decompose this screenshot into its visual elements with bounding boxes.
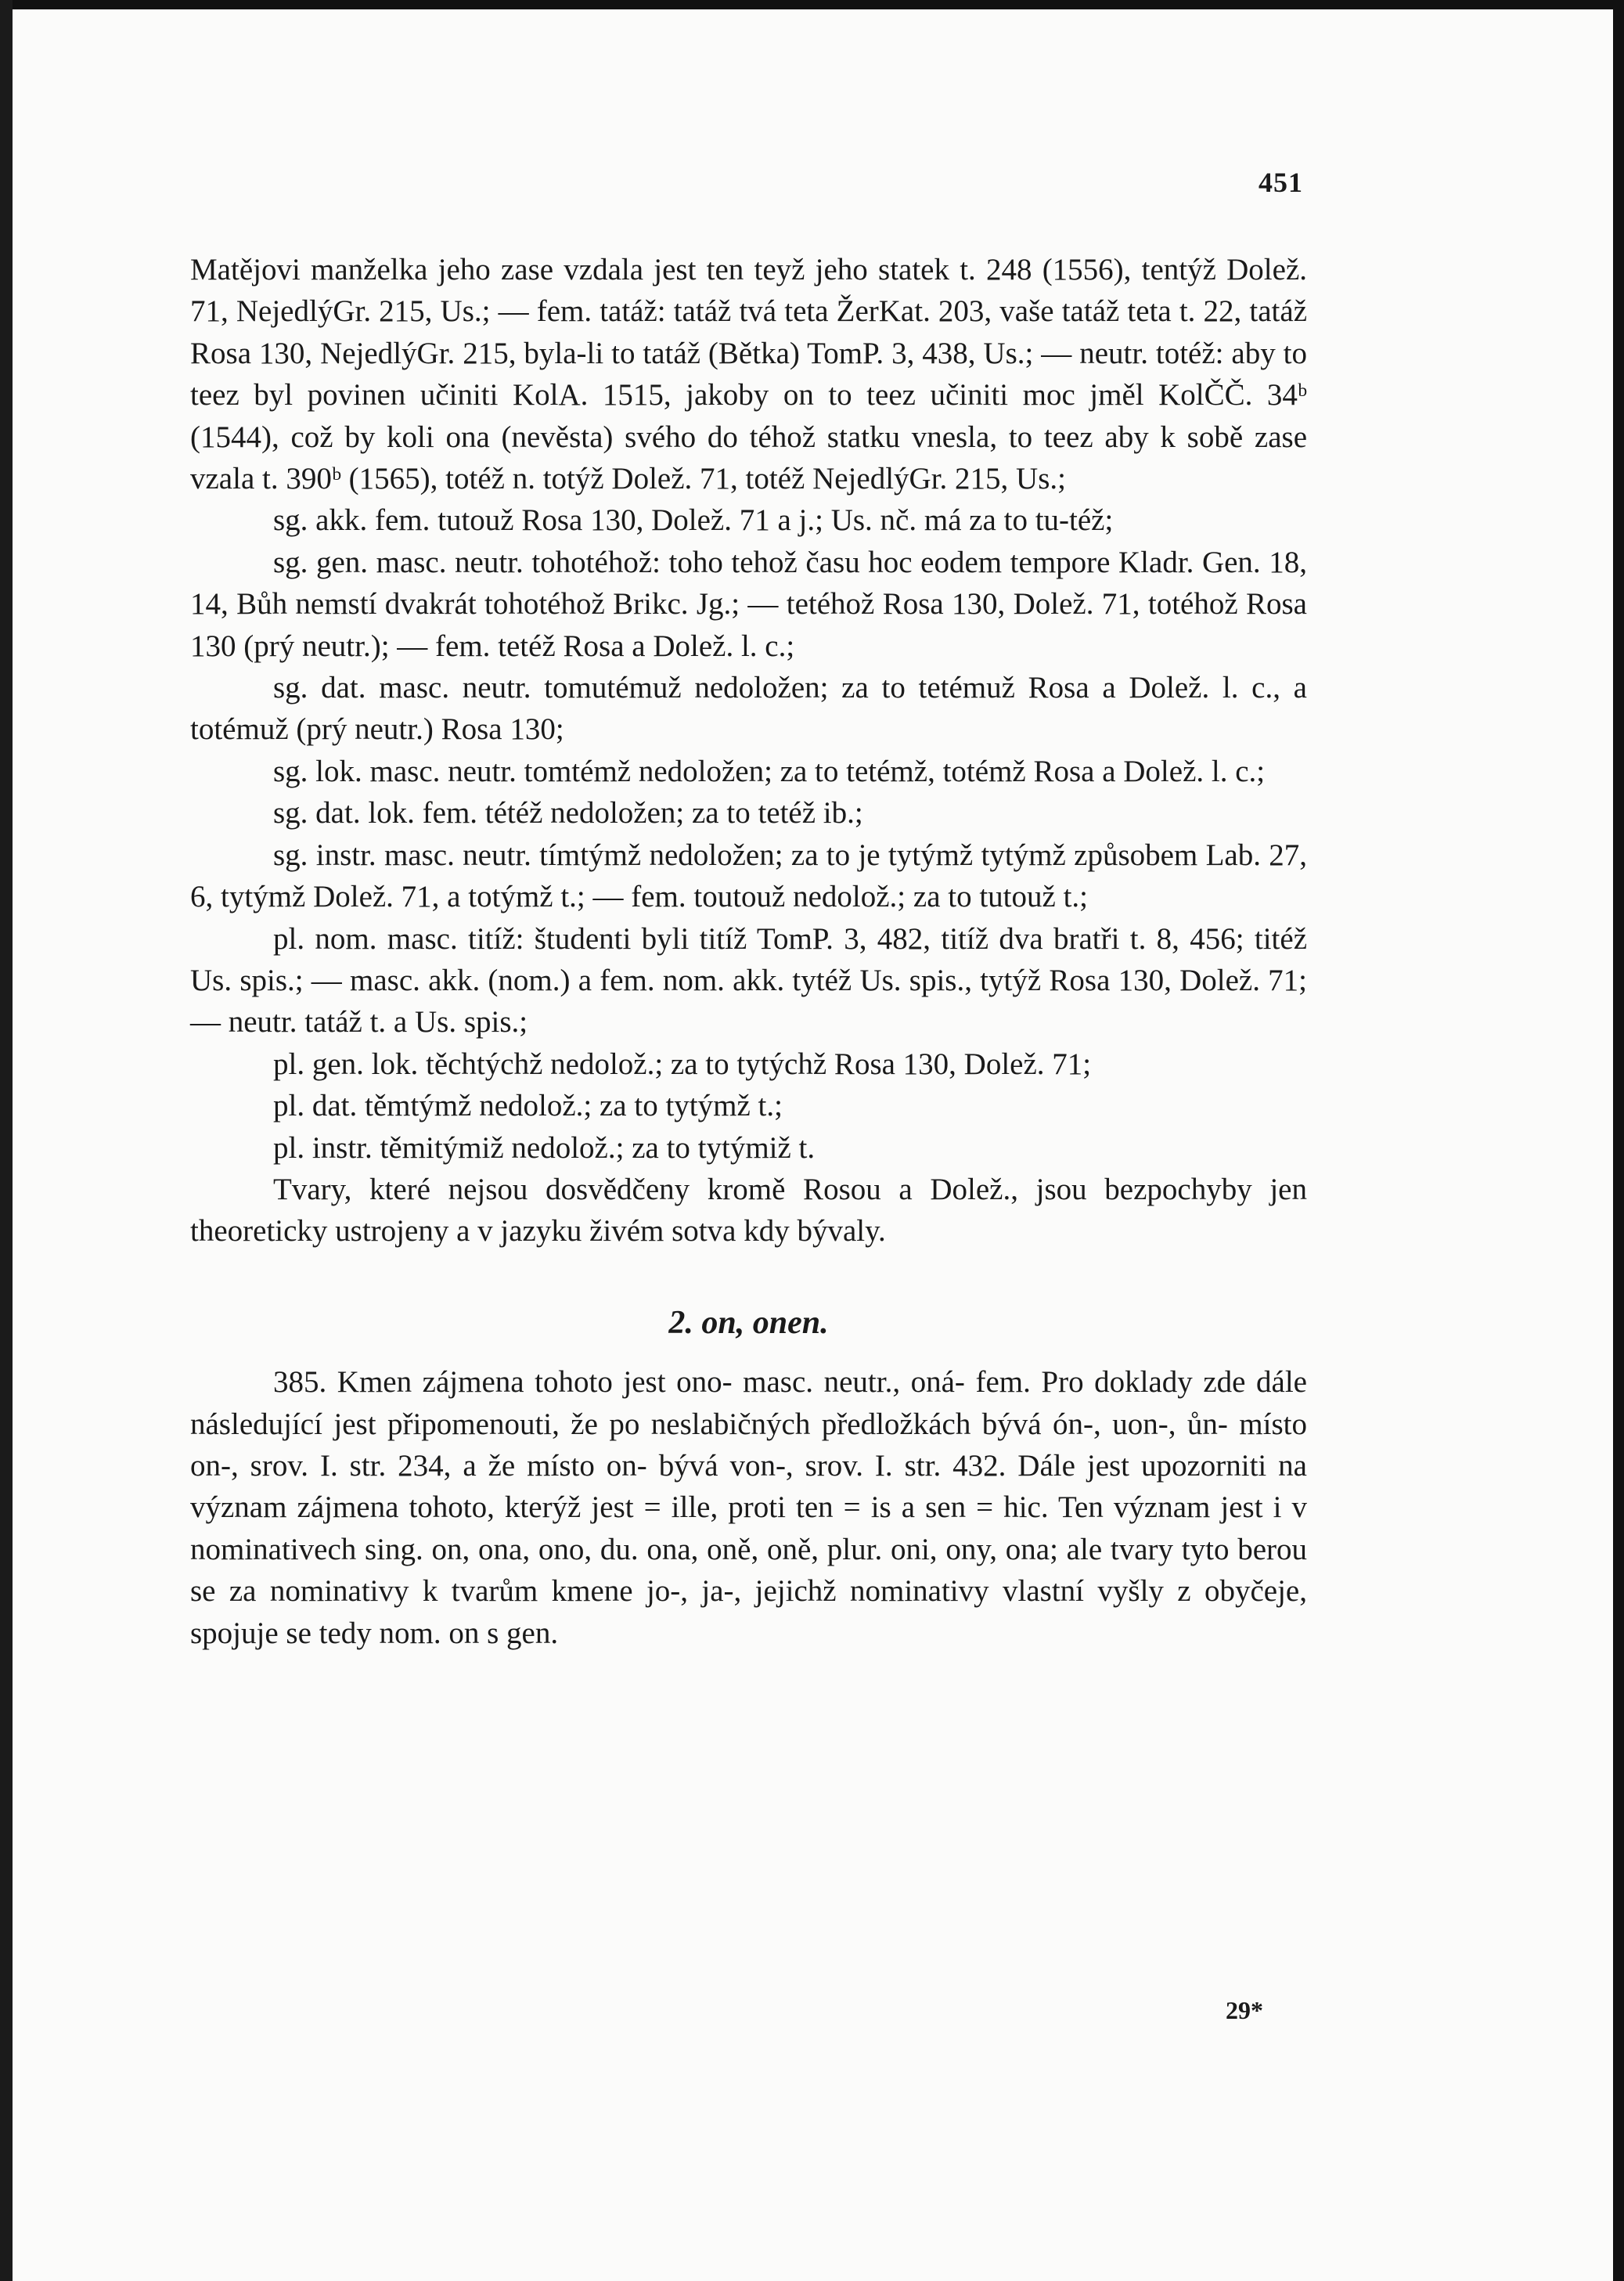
- signature-mark: 29*: [1226, 1996, 1263, 2024]
- body-text: [190, 249, 1307, 1654]
- paragraph: sg. dat. lok. fem. tétéž nedoložen; za to tetéž ib.;: [273, 796, 863, 831]
- page-number: 451: [1259, 167, 1303, 198]
- scan-border-top: [0, 0, 1624, 9]
- paragraph: pl. gen. lok. těchtýchž nedolož.; za to tytýchž Rosa 130, Dolež. 71;: [273, 1047, 1092, 1081]
- paragraph: Matějovi manželka jeho zase vzdala jest ten teyž jeho statek t. 248 (1556), tentýž Dolež. 71, NejedlýGr. 215, Us.; — fem. tatáž: tatáž tvá teta ŽerKat. 203, vaše tatáž teta t. 22, tatáž Rosa 130, NejedlýGr. 215, byla-li to tatáž (Bětka) TomP. 3, 438, Us.; — neutr. totéž: aby to teez byl povinen učiniti KolA. 1515, jakoby on to teez učiniti moc jměl KolČČ. 34ᵇ (1544), což by koli ona (nevěsta) svého do téhož statku vnesla, to teez aby k sobě zase vzala t. 390ᵇ (1565), totéž n. totýž Dolež. 71, totéž NejedlýGr. 215, Us.;: [190, 253, 1307, 496]
- scan-border-right: [1613, 0, 1624, 2281]
- scan-border-left: [0, 0, 13, 2281]
- paragraph: pl. instr. těmitýmiž nedolož.; za to tytýmiž t.: [273, 1130, 816, 1165]
- paragraph: pl. dat. těmtýmž nedolož.; za to tytýmž t.;: [273, 1089, 783, 1123]
- paragraph: sg. instr. masc. neutr. tímtýmž nedoložen; za to je tytýmž tytýmž způsobem Lab. 27, 6, tytýmž Dolež. 71, a totýmž t.; — fem. toutouž nedolož.; za to tutouž t.;: [190, 838, 1307, 914]
- paragraph: pl. nom. masc. titíž: študenti byli titíž TomP. 3, 482, titíž dva bratři t. 8, 456; titéž Us. spis.; — masc. akk. (nom.) a fem. nom. akk. tytéž Us. spis., tytýž Rosa 130, Dolež. 71; — neutr. tatáž t. a Us. spis.;: [190, 921, 1307, 1040]
- section-heading: 2. on, onen.: [668, 1304, 829, 1341]
- paragraph: sg. akk. fem. tutouž Rosa 130, Dolež. 71 a j.; Us. nč. má za to tu-též;: [273, 503, 1114, 538]
- paragraph: Tvary, které nejsou dosvědčeny kromě Rosou a Dolež., jsou bezpochyby jen theoreticky ustrojeny a v jazyku živém sotva kdy bývaly.: [190, 1172, 1307, 1249]
- paragraph: sg. dat. masc. neutr. tomutémuž nedoložen; za to tetémuž Rosa a Dolež. l. c., a totémuž (prý neutr.) Rosa 130;: [190, 671, 1307, 747]
- paragraph: sg. gen. masc. neutr. tohotéhož: toho tehož času hoc eodem tempore Kladr. Gen. 18, 14, Bůh nemstí dvakrát tohotéhož Brikc. Jg.; — tetéhož Rosa 130, Dolež. 71, totéhož Rosa 130 (prý neutr.); — fem. tetéž Rosa a Dolež. l. c.;: [190, 545, 1307, 663]
- paragraph: sg. lok. masc. neutr. tomtémž nedoložen; za to tetémž, totémž Rosa a Dolež. l. c.;: [273, 754, 1266, 788]
- section-paragraph: 385. Kmen zájmena tohoto jest ono- masc. neutr., oná- fem. Pro doklady zde dále následující jest připomenouti, že po neslabičných předložkách bývá ón-, uon-, ůn- místo on-, srov. I. str. 234, a že místo on- bývá von-, srov. I. str. 432. Dále jest upozorniti na význam zájmena tohoto, kterýž jest = ille, proti ten = is a sen = hic. Ten význam jest i v nominativech sing. on, ona, ono, du. ona, oně, oně, plur. oni, ony, ona; ale tvary tyto berou se za nominativy k tvarům kmene jo-, ja-, jejichž nominativy vlastní vyšly z obyčeje, spojuje se tedy nom. on s gen.: [190, 1365, 1307, 1650]
